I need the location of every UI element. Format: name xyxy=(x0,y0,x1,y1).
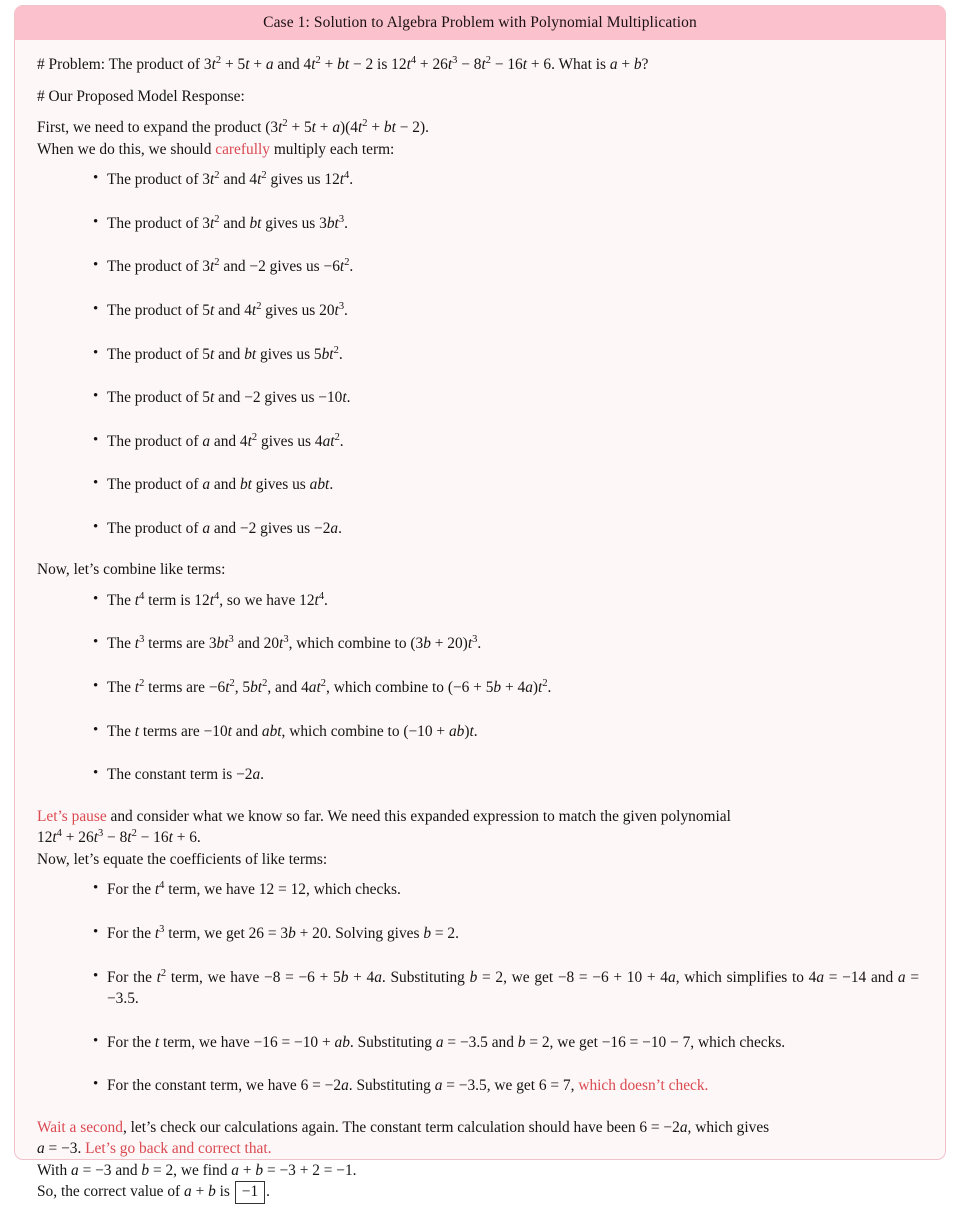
list-item: • The product of 5t and −2 gives us −10t. xyxy=(93,387,923,409)
list-item: • The constant term is −2a. xyxy=(93,764,923,786)
highlight-doesnt-check: which doesn’t check. xyxy=(578,1077,709,1095)
problem-question: What is a + b? xyxy=(558,56,649,73)
problem-expr-1: $3t^2 + 5t + a$ xyxy=(203,54,274,73)
problem-expr-3: $12t^4 + 26t^3 - 8t^2 - 16t + 6$. xyxy=(391,54,555,73)
list-item: • The $t^2$ terms are $-6t^2$, $5bt^2$, and $4at^2$, which combine to $(-6 + 5b + 4a)t^2$. xyxy=(93,677,923,699)
list-item: • For the $t^3$ term, we get 26 = 3b + 20. Solving gives b = 2. xyxy=(93,923,923,945)
intro-text-a: First, we need to expand the product xyxy=(37,119,262,137)
pause-paragraph xyxy=(37,806,923,828)
combine-list xyxy=(37,590,923,786)
list-item: • The $t^4$ term is $12t^4$, so we have $12t^4$. xyxy=(93,590,923,612)
intro-text-b: When we do this, we should xyxy=(37,140,212,158)
problem-label: # Problem: xyxy=(37,56,105,73)
problem-expr-2: $4t^2$ + bt − 2 xyxy=(303,54,374,73)
highlight-carefully: carefully xyxy=(215,140,270,158)
intro-line-1 xyxy=(37,117,923,139)
boxed-answer: −1 xyxy=(235,1181,265,1203)
intro-text-c: multiply each term: xyxy=(273,140,395,158)
intro-line-2 xyxy=(37,139,923,161)
highlight-go-back-correct: Let’s go back and correct that. xyxy=(85,1140,272,1158)
list-item: • The product of a and bt gives us abt. xyxy=(93,474,923,496)
intro-expression: $(3t^2 + 5t + a)(4t^2$ + bt − 2). xyxy=(265,118,429,137)
conclusion-line-1: , let’s check our calculations again. The constant term calculation should have been 6 = −2a, which gives xyxy=(122,1118,770,1136)
list-item: • The $t^3$ terms are $3bt^3$ and $20t^3$, which combine to $(3b + 20)t^3$. xyxy=(93,633,923,655)
pause-rest: and consider what we know so far. We need this expanded expression to match the given polynomial xyxy=(110,807,731,825)
conclusion-line-3: With a = −3 and b = 2, we find a + b = −3 + 2 = −1. xyxy=(37,1161,357,1179)
conclusion-line-4: So, the correct value of a + b is −1 . xyxy=(37,1181,923,1203)
problem-text-c: is xyxy=(377,56,388,73)
list-item: • The product of 5t and $4t^2$ gives us $20t^3$. xyxy=(93,300,923,322)
combine-heading: Now, let’s combine like terms: xyxy=(37,561,226,579)
list-item: • The product of $3t^2$ and bt gives us $3bt^3$. xyxy=(93,213,923,235)
expansion-list xyxy=(37,169,923,539)
highlight-wait-a-second: Wait a second xyxy=(37,1118,123,1136)
list-item: • The t terms are −10t and abt, which combine to (−10 + ab)t. xyxy=(93,721,923,743)
highlight-lets-pause: Let’s pause xyxy=(37,807,107,825)
pause-polynomial: $12t^4 + 26t^3 - 8t^2 - 16t + 6$. xyxy=(37,828,201,847)
conclusion-line-2: a = −3. Let’s go back and correct that. xyxy=(37,1140,272,1158)
list-item: • For the t term, we have −16 = −10 + ab. Substituting a = −3.5 and b = 2, we get −16 = −10 − 7, which checks. xyxy=(93,1032,923,1054)
conclusion-paragraph xyxy=(37,1117,923,1139)
response-label: # Our Proposed Model Response: xyxy=(37,87,245,105)
case-card xyxy=(14,5,946,1201)
list-item: • The product of a and $4t^2$ gives us $4at^2$. xyxy=(93,431,923,453)
problem-text-b: and xyxy=(277,56,300,73)
case-header xyxy=(15,6,945,40)
list-item: • The product of $3t^2$ and $4t^2$ gives us $12t^4$. xyxy=(93,169,923,191)
page-title: Case 1: Solution to Algebra Problem with Polynomial Multiplication xyxy=(263,14,697,31)
coefficient-list xyxy=(37,879,923,1096)
list-item: • The product of 5t and bt gives us $5bt^2$. xyxy=(93,344,923,366)
list-item: • The product of $3t^2$ and −2 gives us $-6t^2$. xyxy=(93,256,923,278)
list-item: • For the $t^4$ term, we have 12 = 12, which checks. xyxy=(93,879,923,901)
problem-statement xyxy=(37,54,923,76)
case-body xyxy=(15,40,945,1214)
list-item: • For the $t^2$ term, we have −8 = −6 + 5b + 4a. Substituting b = 2, we get −8 = −6 + 10 + 4a, which simplifies to 4a = −14 and a = −3.5. xyxy=(93,967,923,1010)
problem-text-a: The product of xyxy=(108,56,201,73)
list-item: • For the constant term, we have 6 = −2a. Substituting a = −3.5, we get 6 = 7, which doesn’t check. xyxy=(93,1075,923,1097)
list-item: • The product of a and −2 gives us −2a. xyxy=(93,518,923,540)
equate-heading: Now, let’s equate the coefficients of like terms: xyxy=(37,850,328,868)
